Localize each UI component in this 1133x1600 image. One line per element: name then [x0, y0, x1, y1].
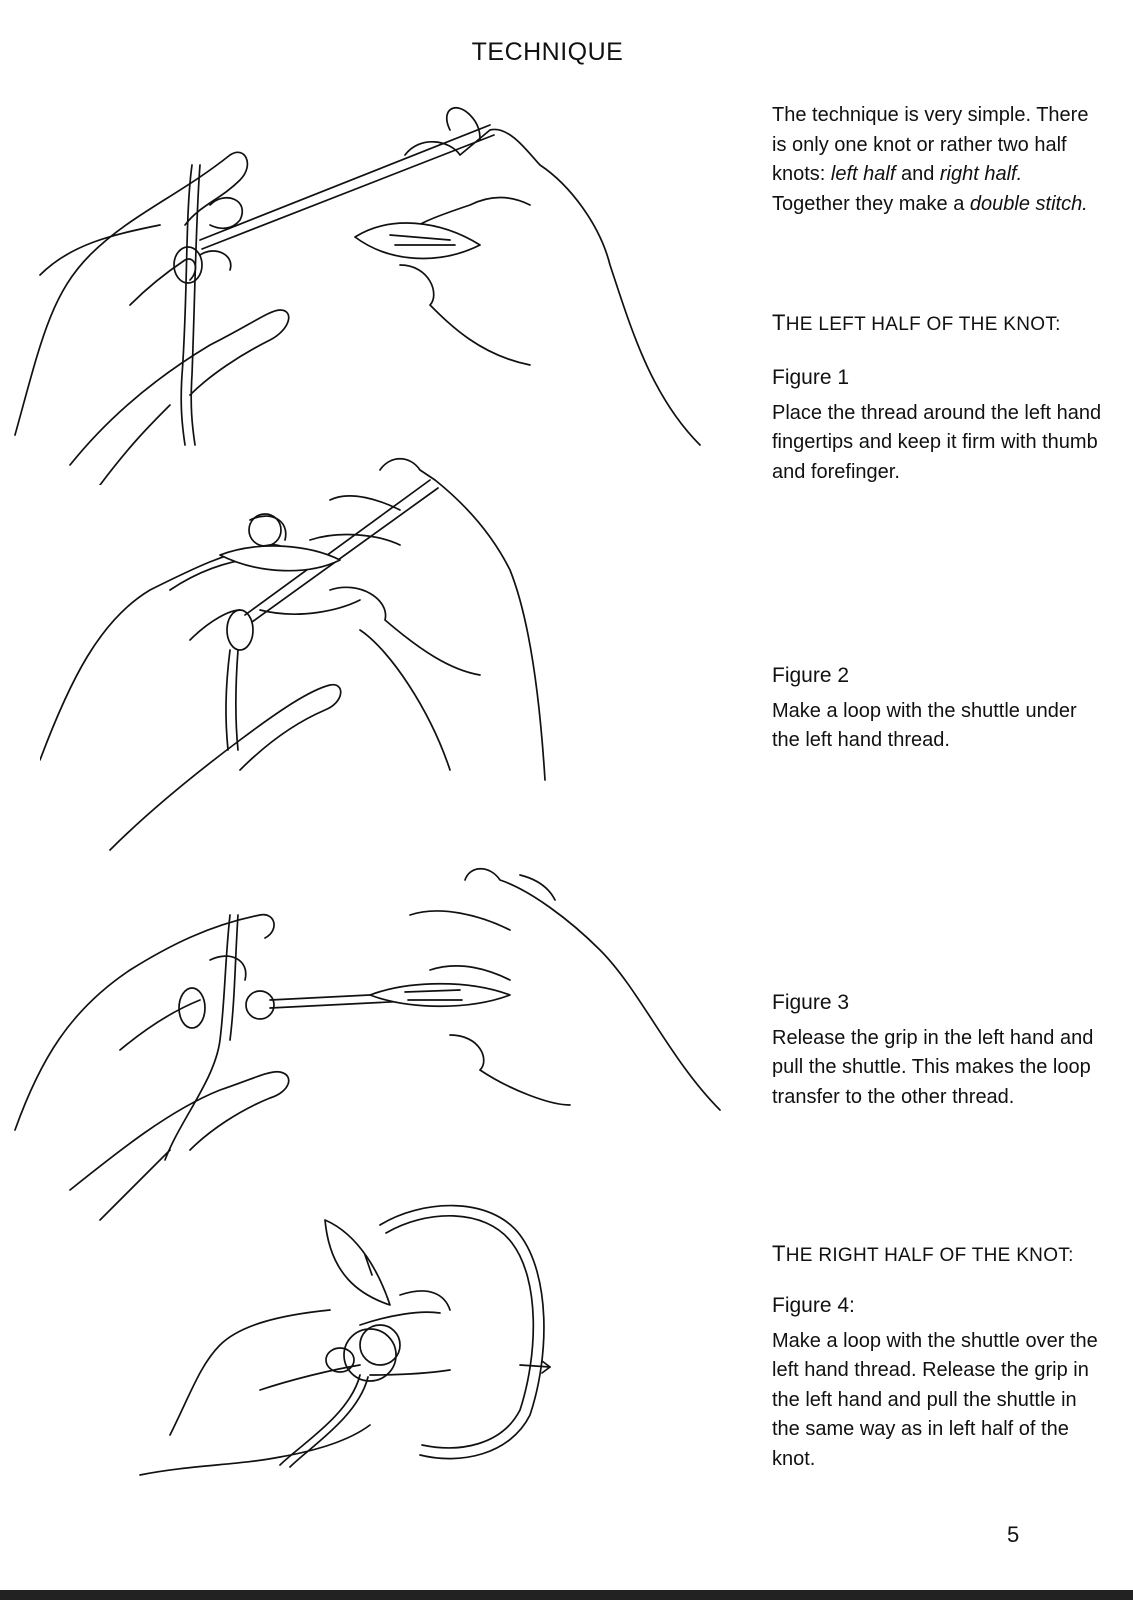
page-title: TECHNIQUE — [471, 38, 624, 66]
figure-2-label: Figure 2 — [772, 664, 850, 687]
scan-edge-bar — [0, 1590, 1133, 1600]
figure-2-illustration — [40, 450, 560, 860]
figure-4-label: Figure 4: — [772, 1294, 855, 1317]
figure-2-caption — [772, 661, 1102, 756]
page-number: 5 — [1007, 1522, 1020, 1547]
figure-2-text: Make a loop with the shuttle under the left hand thread. — [772, 699, 1077, 751]
figure-3-caption — [772, 988, 1102, 1112]
figure-1-illustration — [10, 95, 710, 485]
figure-1-caption — [772, 363, 1102, 487]
right-half-heading: THE RIGHT HALF OF THE KNOT: — [772, 1241, 1074, 1266]
left-half-heading: THE LEFT HALF OF THE KNOT: — [772, 310, 1061, 335]
figure-4-illustration — [130, 1195, 580, 1495]
figure-3-text: Release the grip in the left hand and pull the shuttle. This makes the loop transfer to the other thread. — [772, 1026, 1094, 1108]
intro-paragraph: The technique is very simple. There is only one knot or rather two half knots: left half and right half. Together they make a double stitch. — [772, 104, 1089, 215]
figure-1-label: Figure 1 — [772, 366, 850, 389]
figure-3-label: Figure 3 — [772, 991, 850, 1014]
figure-1-text: Place the thread around the left hand fingertips and keep it firm with thumb and forefinger. — [772, 401, 1102, 483]
figure-3-illustration — [10, 860, 730, 1230]
figure-4-caption — [772, 1291, 1102, 1474]
figure-4-text: Make a loop with the shuttle over the left hand thread. Release the grip in the left hand and pull the shuttle in the same way as in left half of the knot. — [772, 1329, 1098, 1470]
